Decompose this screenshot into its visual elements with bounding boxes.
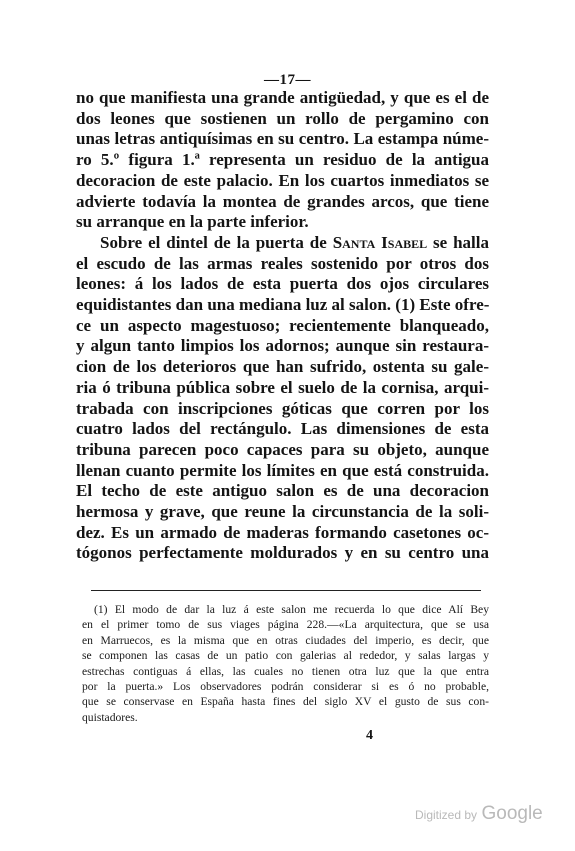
text-line: dos leones que sostienen un rollo de pergamino con [76,108,489,128]
text-line: hermosa y grave, que reune la circunstancia de la soli- [76,502,489,522]
footnote-divider [91,590,481,591]
footnote-line: en Marruecos, es la misma que en otras ciudades del imperio, es decir, que [82,633,489,647]
text-line: su arranque en la parte inferior. [76,212,309,232]
text-line: decoracion de este palacio. En los cuartos inmediatos se [76,170,489,190]
watermark-prefix: Digitized by [415,808,478,822]
footnote-line: (1) El modo de dar la luz á este salon me recuerda lo que dice Alí Bey [94,603,489,616]
text-line: tógonos perfectamente moldurados y en su centro una [76,543,489,563]
paragraph-2 [76,233,489,564]
text-line: tribuna parecen poco capaces para su objeto, aunque [76,439,489,459]
footnote-line: en el primer tomo de sus viages página 228.—«La arquitectura, que se usa [82,618,489,632]
signature-mark: 4 [366,728,373,743]
page-number: —17— [264,72,311,88]
footnote-line: que se conservase en España hasta fines del siglo XV el gusto de sus con- [82,695,489,709]
text-line: no que manifiesta una grande antigüedad, y que es el de [76,88,489,107]
text-line: llenan cuanto permite los límites en que está construida. [76,460,489,480]
text-line: unas letras antiquísimas en su centro. La estampa núme- [76,129,489,149]
body-text [76,88,489,564]
text-line: dez. Es un armado de maderas formando casetones oc- [76,522,489,542]
text-line: trabada con inscripciones góticas que corren por los [76,398,489,418]
text-line: equidistantes dan una mediana luz al salon. (1) Este ofre- [76,295,490,315]
paragraph-1 [76,88,489,233]
footnote-line: por la puerta.» Los observadores podrán considerar si es ó no probable, [82,680,489,694]
place-name: Santa Isabel [332,232,428,252]
text-line: y algun tanto limpios los adornos; aunque sin restaura- [76,336,489,356]
text-line: advierte todavía la montea de grandes arcos, que tiene [76,191,489,211]
text-line: ro 5.º figura 1.ª representa un residuo de la antigua [76,150,489,170]
text-line: cion de los deterioros que han sufrido, ostenta su gale- [76,357,489,377]
text-line: cuatro lados del rectángulo. Las dimensiones de esta [76,419,489,439]
text-line: leones: á los lados de esta puerta dos ojos circulares [76,274,489,294]
digitized-watermark [415,803,543,825]
footnote-line: estrechas contiguas á ellas, las cuales no tienen otra luz que la que entra [82,664,489,678]
footnote-line: quistadores. [82,710,138,724]
footnote-line: se componen las casas de un patio con galerias al rededor, y salas largas y [82,649,489,663]
text-line: el escudo de las armas reales sostenido por otros dos [76,253,489,273]
text-line: ce un aspecto magestuoso; recientemente blanqueado, [76,315,489,335]
google-logo: Google [481,803,543,824]
text-line: El techo de este antiguo salon es de una decoracion [76,481,489,501]
text-line: ria ó tribuna pública sobre el suelo de la cornisa, arqui- [76,377,489,397]
text-line-first: Sobre el dintel de la puerta de Santa Isabel se halla [100,232,489,252]
footnote [82,602,489,725]
